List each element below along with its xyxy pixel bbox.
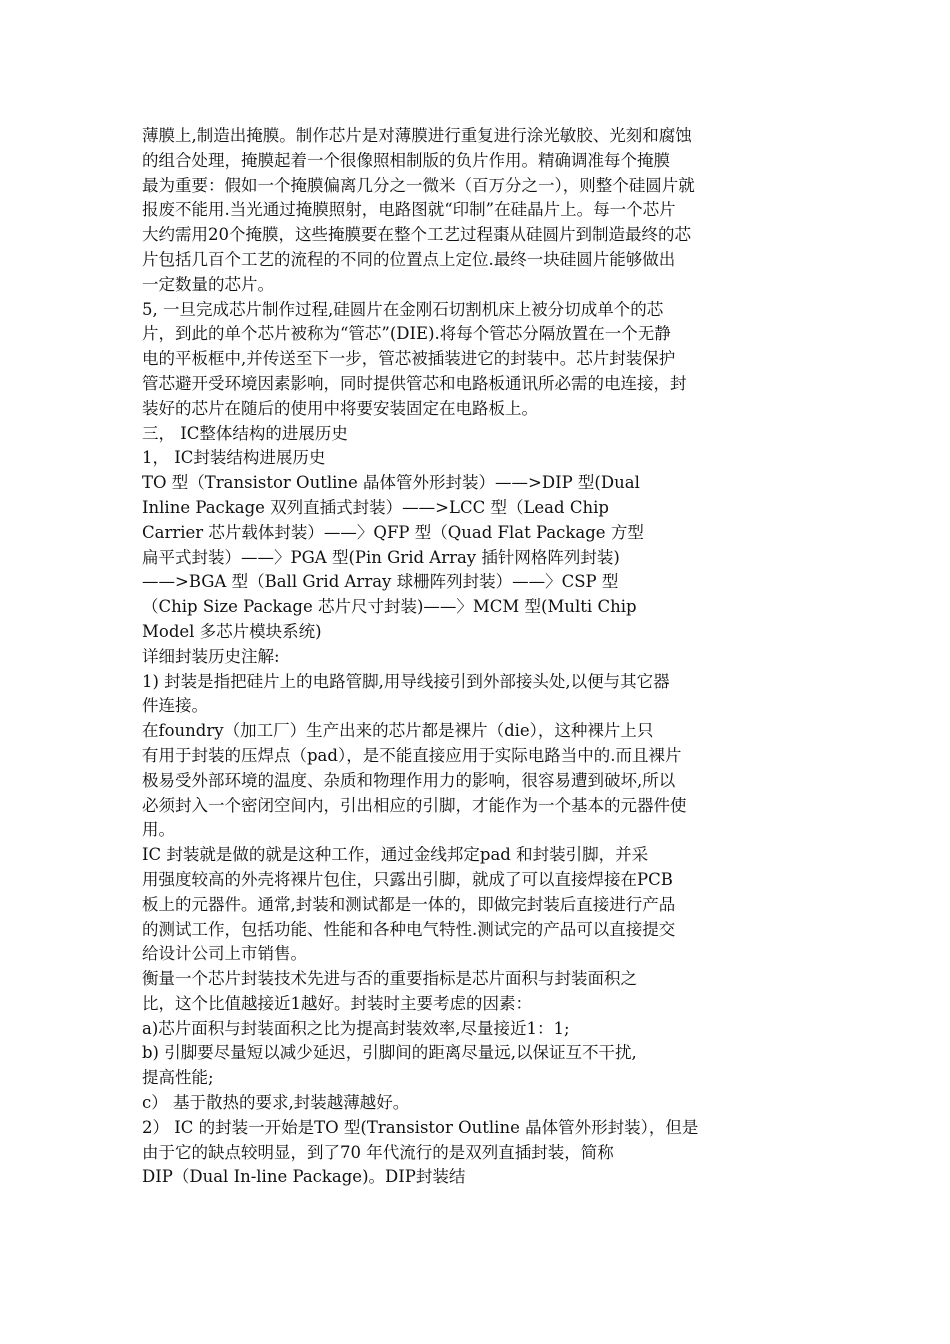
text-line: 最为重要：假如一个掩膜偏离几分之一微米（百万分之一），则整个硅圆片就: [142, 175, 695, 195]
text-line: 衡量一个芯片封装技术先进与否的重要指标是芯片面积与封装面积之: [142, 969, 637, 989]
text-line: 1) 封装是指把硅片上的电路管脚,用导线接引到外部接头处,以便与其它器: [142, 671, 670, 691]
text-line: 5, 一旦完成芯片制作过程,硅圆片在金刚石切割机床上被分切成单个的芯: [142, 299, 664, 319]
text-line: 电的平板框中,并传送至下一步，管芯被插装进它的封装中。芯片封装保护: [142, 349, 676, 369]
text-line: 片，到此的单个芯片被称为“管芯”(DIE).将每个管芯分隔放置在一个无静: [142, 324, 671, 344]
text-line: c） 基于散热的要求,封装越薄越好。: [142, 1093, 410, 1113]
text-line: 的测试工作，包括功能、性能和各种电气特性.测试完的产品可以直接提交: [142, 919, 676, 939]
text-line: 件连接。: [142, 696, 208, 716]
text-line: 极易受外部环境的温度、杂质和物理作用力的影响，很容易遭到破坏,所以: [142, 770, 676, 790]
text-line: 用强度较高的外壳将裸片包住，只露出引脚，就成了可以直接焊接在PCB: [142, 869, 673, 889]
text-line: 详细封装历史注解:: [142, 646, 280, 666]
text-line: 由于它的缺点较明显，到了70 年代流行的是双列直插封装，简称: [142, 1142, 614, 1162]
text-line: 大约需用20个掩膜，这些掩膜要在整个工艺过程棗从硅圆片到制造最终的芯: [142, 225, 691, 245]
text-line: 比，这个比值越接近1越好。封装时主要考虑的因素：: [142, 993, 532, 1013]
text-line: 必须封入一个密闭空间内，引出相应的引脚，才能作为一个基本的元器件使: [142, 795, 687, 815]
text-line: a)芯片面积与封装面积之比为提高封装效率,尽量接近1：1;: [142, 1018, 570, 1038]
section-heading: 三， IC整体结构的进展历史: [142, 423, 348, 443]
text-line: （Chip Size Package 芯片尺寸封装)——〉MCM 型(Multi Chip: [142, 597, 637, 617]
body-text: [142, 124, 842, 1190]
text-line: 扁平式封装）——〉PGA 型(Pin Grid Array 插针网格阵列封装): [142, 547, 620, 567]
text-line: 管芯避开受环境因素影响，同时提供管芯和电路板通讯所必需的电连接，封: [142, 373, 687, 393]
text-line: 2） IC 的封装一开始是TO 型(Transistor Outline 晶体管外形封装），但是: [142, 1117, 699, 1137]
text-line: TO 型（Transistor Outline 晶体管外形封装）——>DIP 型(Dual: [142, 473, 640, 493]
text-line: 薄膜上,制造出掩膜。制作芯片是对薄膜进行重复进行涂光敏胶、光刻和腐蚀: [142, 126, 692, 145]
text-line: 给设计公司上市销售。: [142, 944, 307, 964]
text-line: 有用于封装的压焊点（pad），是不能直接应用于实际电路当中的.而且裸片: [142, 745, 682, 765]
text-line: DIP（Dual In-line Package)。DIP封装结: [142, 1167, 466, 1187]
text-line: 一定数量的芯片。: [142, 274, 274, 294]
text-line: Model 多芯片模块系统): [142, 621, 322, 641]
text-line: IC 封装就是做的就是这种工作，通过金线邦定pad 和封装引脚，并采: [142, 845, 649, 865]
text-line: 用。: [142, 820, 175, 840]
text-line: 报废不能用.当光通过掩膜照射，电路图就“印制”在硅晶片上。每一个芯片: [142, 200, 676, 220]
text-line: 片包括几百个工艺的流程的不同的位置点上定位.最终一块硅圆片能够做出: [142, 249, 676, 269]
subsection-heading: 1， IC封装结构进展历史: [142, 448, 326, 468]
text-line: b) 引脚要尽量短以减少延迟，引脚间的距离尽量远,以保证互不干扰,: [142, 1043, 637, 1063]
text-line: 在foundry（加工厂）生产出来的芯片都是裸片（die），这种裸片上只: [142, 721, 654, 741]
text-line: ——>BGA 型（Ball Grid Array 球栅阵列封装）——〉CSP 型: [142, 572, 619, 592]
text-line: 板上的元器件。通常,封装和测试都是一体的，即做完封装后直接进行产品: [142, 894, 676, 914]
text-line: Carrier 芯片载体封装）——〉QFP 型（Quad Flat Package 方型: [142, 522, 644, 542]
text-line: 的组合处理，掩膜起着一个很像照相制版的负片作用。精确调准每个掩膜: [142, 150, 670, 170]
text-line: Inline Package 双列直插式封装）——>LCC 型（Lead Chip: [142, 497, 609, 517]
text-line: 装好的芯片在随后的使用中将要安装固定在电路板上。: [142, 398, 538, 418]
text-line: 提高性能;: [142, 1068, 214, 1088]
